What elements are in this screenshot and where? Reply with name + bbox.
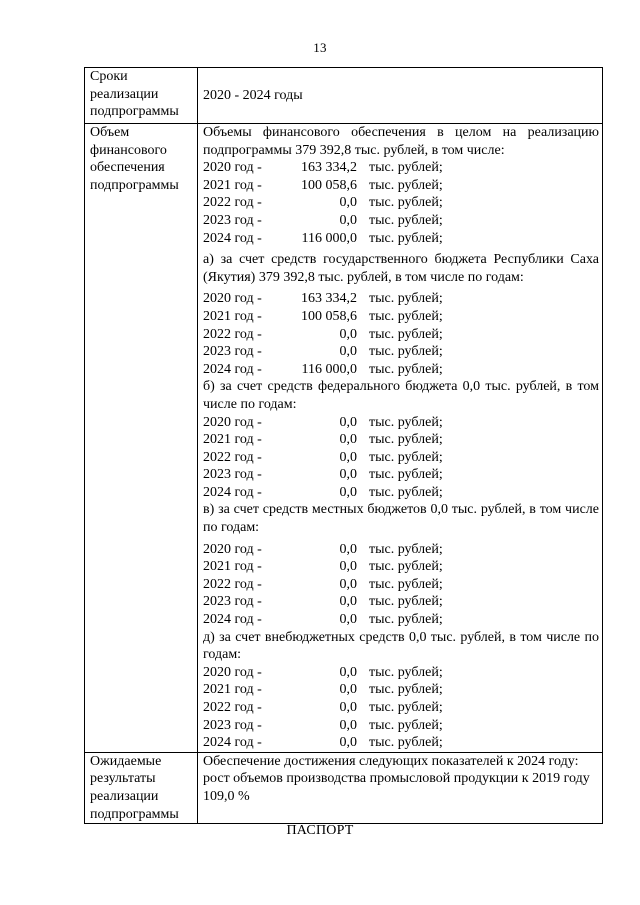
year-unit: тыс. рублей; [369,177,443,193]
year-label: 2021 год - [203,559,262,575]
year-label: 2020 год - [203,160,262,176]
year-unit: тыс. рублей; [369,541,443,557]
year-line [203,576,599,594]
year-line [203,414,599,432]
year-amount: 116 000,0 [301,361,357,377]
page-number: 13 [313,40,327,55]
year-amount: 0,0 [339,326,357,342]
year-unit: тыс. рублей; [369,160,443,176]
year-amount: 0,0 [339,449,357,465]
year-unit: тыс. рублей; [369,414,443,430]
year-label: 2024 год - [203,612,262,628]
year-label: 2023 год - [203,212,262,228]
year-amount: 0,0 [339,212,357,228]
year-amount: 0,0 [339,576,357,592]
year-line [203,431,599,449]
funding-value [198,124,603,753]
year-unit: тыс. рублей; [369,326,443,342]
year-amount: 0,0 [339,432,357,448]
funding-state-intro: а) за счет средств государственного бюджета Республики Саха (Якутия) 379 392,8 тыс. рублей, в том числе по годам: [203,252,599,285]
year-amount: 0,0 [339,344,357,360]
funding-federal-intro: б) за счет средств федерального бюджета 0,0 тыс. рублей, в том числе по годам: [203,379,599,412]
year-label: 2024 год - [203,735,262,751]
year-label: 2023 год - [203,467,262,483]
year-line [203,593,599,611]
year-label: 2021 год - [203,432,262,448]
year-line [203,449,599,467]
year-label: 2022 год - [203,195,262,211]
year-label: 2022 год - [203,700,262,715]
year-unit: тыс. рублей; [369,432,443,448]
footer-title: ПАСПОРТ [286,823,354,838]
year-amount: 0,0 [339,682,357,698]
table-row-results [85,752,603,823]
year-line [203,484,599,502]
table-row-terms [85,68,603,124]
year-label: 2020 год - [203,541,262,557]
year-amount: 0,0 [339,700,357,715]
year-unit: тыс. рублей; [369,612,443,628]
year-label: 2022 год - [203,576,262,592]
year-label: 2021 год - [203,177,262,193]
year-unit: тыс. рублей; [369,735,443,751]
year-line [203,177,599,195]
year-unit: тыс. рублей; [369,576,443,592]
year-unit: тыс. рублей; [369,594,443,610]
year-line [203,290,599,308]
funding-intro: Объемы финансового обеспечения в целом на реализацию подпрограммы 379 392,8 тыс. рублей, в том числе: [203,125,599,158]
year-amount: 0,0 [339,735,357,751]
year-amount: 0,0 [339,195,357,211]
year-line [203,326,599,344]
year-line [203,699,599,717]
year-label: 2023 год - [203,594,262,610]
year-unit: тыс. рублей; [369,700,443,715]
year-line [203,558,599,576]
year-label: 2020 год - [203,664,262,680]
year-line [203,361,599,379]
funding-extra-years [203,664,599,752]
terms-label: Сроки реализации подпрограммы [85,68,198,124]
funding-local-years [203,541,599,629]
results-value [198,752,603,823]
year-label: 2020 год - [203,414,262,430]
funding-total-years [203,159,599,247]
year-unit: тыс. рублей; [369,467,443,483]
year-label: 2023 год - [203,717,262,733]
year-amount: 116 000,0 [301,230,357,246]
table-row-funding [85,124,603,753]
year-unit: тыс. рублей; [369,230,443,246]
year-amount: 0,0 [339,664,357,680]
year-unit: тыс. рублей; [369,195,443,211]
year-unit: тыс. рублей; [369,717,443,733]
year-unit: тыс. рублей; [369,291,443,307]
funding-state-years [203,290,599,378]
passport-table [84,67,603,824]
year-unit: тыс. рублей; [369,308,443,324]
year-unit: тыс. рублей; [369,664,443,680]
year-line [203,611,599,629]
year-line [203,308,599,326]
year-label: 2023 год - [203,344,262,360]
year-amount: 0,0 [339,612,357,628]
year-label: 2022 год - [203,449,262,465]
year-amount: 0,0 [339,594,357,610]
year-line [203,734,599,752]
year-unit: тыс. рублей; [369,682,443,698]
year-amount: 163 334,2 [301,160,357,176]
terms-value: 2020 - 2024 годы [198,68,603,124]
year-line [203,159,599,177]
results-label: Ожидаемые результаты реализации подпрограммы [85,752,198,823]
year-line [203,466,599,484]
year-line [203,343,599,361]
year-line [203,230,599,248]
funding-federal-years [203,414,599,502]
funding-extra-intro: д) за счет внебюджетных средств 0,0 тыс. рублей, в том числе по годам: [203,629,599,663]
results-line-1: Обеспечение достижения следующих показателей к 2024 году: [203,753,579,769]
year-label: 2021 год - [203,308,262,324]
funding-label: Объем финансового обеспечения подпрограммы [85,124,198,753]
year-amount: 0,0 [339,541,357,557]
results-line-2: рост объемов производства промысловой продукции к 2019 году 109,0 % [203,771,590,804]
year-line [203,541,599,559]
year-amount: 100 058,6 [301,308,357,324]
year-label: 2022 год - [203,326,262,342]
year-line [203,717,599,735]
year-amount: 0,0 [339,467,357,483]
year-amount: 0,0 [339,414,357,430]
year-label: 2024 год - [203,361,262,377]
year-amount: 0,0 [339,559,357,575]
year-unit: тыс. рублей; [369,212,443,228]
year-line [203,212,599,230]
year-label: 2020 год - [203,291,262,307]
year-unit: тыс. рублей; [369,449,443,465]
year-line [203,664,599,682]
year-label: 2024 год - [203,230,262,246]
year-label: 2024 год - [203,484,262,500]
year-amount: 100 058,6 [301,177,357,193]
year-unit: тыс. рублей; [369,344,443,360]
year-unit: тыс. рублей; [369,361,443,377]
year-label: 2021 год - [203,682,262,698]
year-amount: 163 334,2 [301,291,357,307]
year-unit: тыс. рублей; [369,559,443,575]
year-line [203,194,599,212]
funding-local-intro: в) за счет средств местных бюджетов 0,0 тыс. рублей, в том числе по годам: [203,502,599,536]
year-amount: 0,0 [339,717,357,733]
year-amount: 0,0 [339,484,357,500]
year-line [203,681,599,699]
year-unit: тыс. рублей; [369,484,443,500]
